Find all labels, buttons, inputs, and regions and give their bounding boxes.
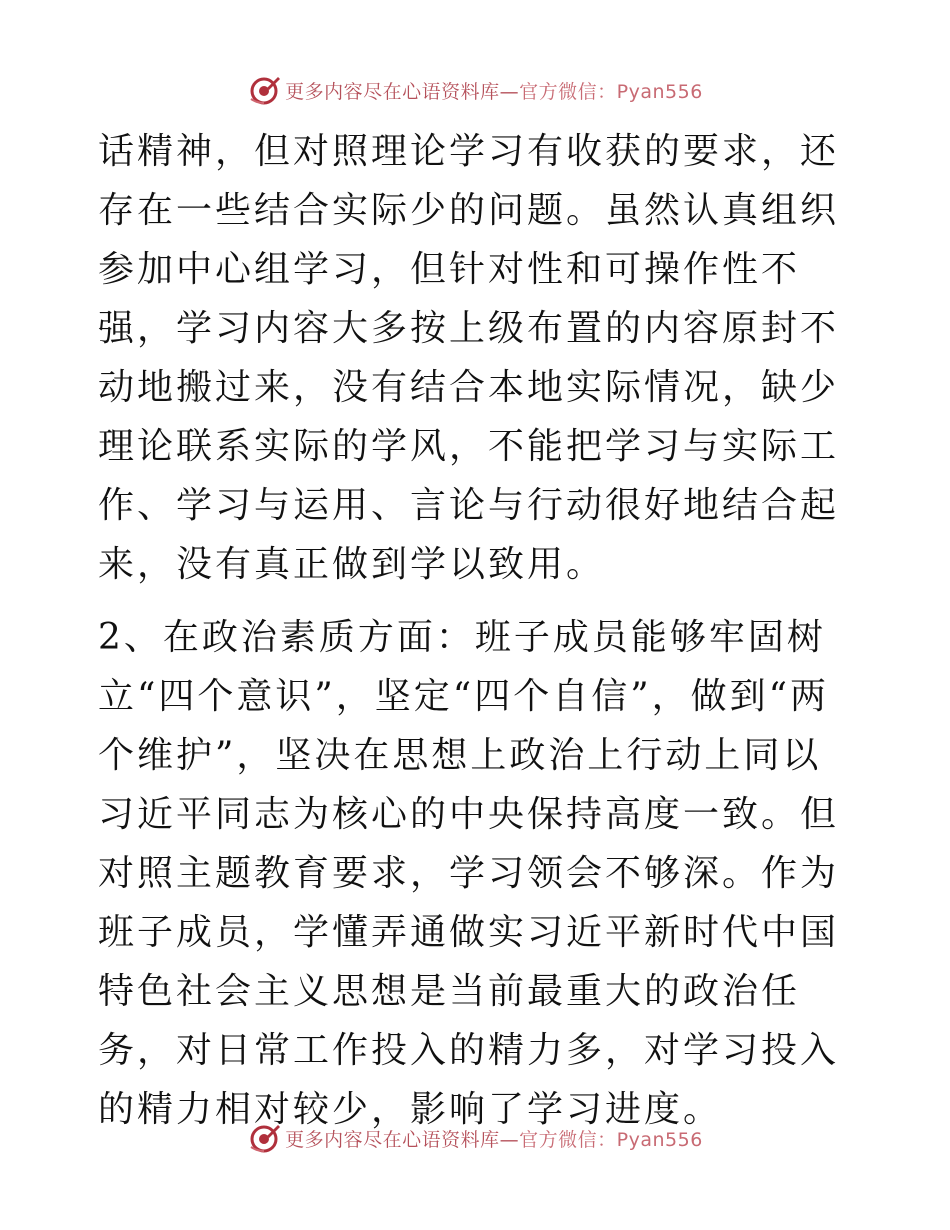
body-paragraph-2: 2、在政治素质方面：班子成员能够牢固树立“四个意识”，坚定“四个自信”，做到“两个维护”，坚决在思想上政治上行动上同以习近平同志为核心的中央保持高度一致。但对照主题教育要求，学习领会不够深。作为班子成员，学懂弄通做实习近平新时代中国特色社会主义思想是当前最重大的政治任务，对日常工作投入的精力多，对学习投入的精力相对较少，影响了学习进度。 [98,617,840,1130]
footer-brand-name: 更多内容尽在心语资料库 [285,1128,500,1151]
header-wechat-text: 官方微信：Pyan556 [519,80,703,103]
body-paragraph-1: 话精神，但对照理论学习有收获的要求，还存在一些结合实际少的问题。虽然认真组织参加中心组学习，但针对性和可操作性不强，学习内容大多按上级布置的内容原封不动地搬过来，没有结合本地实际情况，缺少理论联系实际的学风，不能把学习与实际工作、学习与运用、言论与行动很好地结合起来，没有真正做到学以致用。 [98,131,840,585]
header-separator: — [499,80,520,103]
pen-circle-logo-icon [247,1121,281,1155]
header-brand-name: 更多内容尽在心语资料库 [285,80,500,103]
pen-circle-logo-icon [247,73,281,107]
header-banner [0,70,950,110]
footer-wechat-text: 官方微信：Pyan556 [519,1128,703,1151]
document-body [98,122,858,1139]
footer-brand-text [285,1125,703,1152]
header-brand-text [285,77,703,104]
footer-banner [0,1118,950,1158]
footer-separator: — [499,1128,520,1151]
